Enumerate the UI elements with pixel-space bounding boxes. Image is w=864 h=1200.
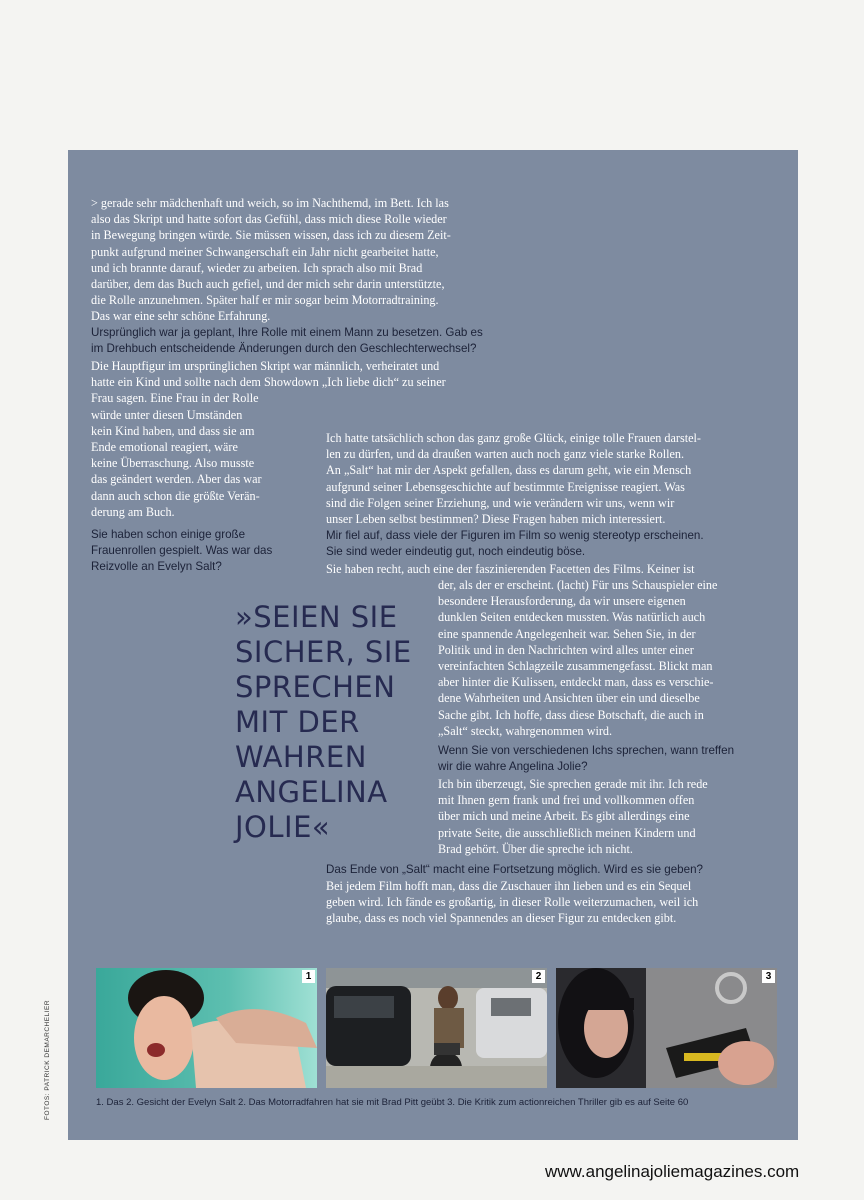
question-stereotypes: Mir fiel auf, dass viele der Figuren im Film so wenig stereotyp erscheinen. Sie sind weder eindeutig gut, noch eindeutig böse. [326, 529, 704, 559]
watermark-link[interactable]: www.angelinajoliemagazines.com [545, 1162, 800, 1181]
pull-quote: »SEIEN SIE SICHER, SIE SPRECHEN MIT DER WAHREN ANGELINA JOLIE« [235, 600, 412, 844]
photo-3 [556, 968, 777, 1088]
motorcycle-scene-photo [326, 968, 547, 1088]
paragraph-strong-roles: Ich hatte tatsächlich schon das ganz große Glück, einige tolle Frauen darstel- len zu dürfen, und da draußen warten auch noch ganz viele starke Rollen. An „Salt“ hat mir der Aspekt gefallen, dass es darum geht, wie ein Mensch aufgrund seiner Lebensgeschichte auf bestimmte Ereignisse reagiert. Was sind die Folgen seiner Erziehung, und wie verändern wir uns, wenn wir unser Leben selbst bestimmen? Diese Fragen haben mich interessiert. [326, 431, 701, 527]
question-true-jolie: Wenn Sie von verschiedenen Ichs sprechen, wann treffen wir die wahre Angelina Jolie? [438, 744, 735, 774]
paragraph-facets: der, als der er erscheint. (lacht) Für uns Schauspieler eine besondere Herausforderung, da wir unsere eigenen dunklen Seiten entdecken mussten. Was natürlich auch eine spannende Angelegenheit war. Sehen Sie, in der Politik und in den Nachrichten wird alles unter einer vereinfachten Schlagzeile zusammengefasst. Blickt man aber hinter die Kulissen, entdeckt man, dass es verschie- dene Wahrheiten und Ansichten über ein und dieselbe Sache gibt. Ich hoffe, dass diese Botschaft, die auch in „Salt“ steckt, wahrgenommen wird. [438, 578, 718, 738]
photo-number-2: 2 [532, 970, 545, 983]
photo-caption: 1. Das 2. Gesicht der Evelyn Salt 2. Das Motorradfahren hat sie mit Brad Pitt geübt 3. Die Kritik zum actionreichen Thriller gib es auf Seite 60 [96, 1097, 689, 1108]
evelyn-salt-face-photo [96, 968, 317, 1088]
paragraph-intro: > gerade sehr mädchenhaft und weich, so im Nachthemd, im Bett. Ich las also das Skript und hatte sofort das Gefühl, dass mich diese Rolle wieder in Bewegung bringen würde. Sie müssen wissen, dass ich zu diesem Zeit- punkt aufgrund meiner Schwangerschaft ein Jahr nicht gearbeitet hatte, und ich brannte darauf, wieder zu arbeiten. Ich sprach also mit Brad darüber, dem das Buch auch gefiel, und der mich sehr darin unterstützte, die Rolle anzunehmen. Später half er mir sogar beim Motorradtraining. Das war eine sehr schöne Erfahrung. [91, 196, 451, 324]
photo-number-1: 1 [302, 970, 315, 983]
paragraph-true-jolie: Ich bin überzeugt, Sie sprechen gerade mit ihr. Ich rede mit Ihnen gern frank und frei und vollkommen offen über mich und meine Arbeit. Es gibt allerdings eine private Seite, die ausschließlich meinen Kindern und Brad gehört. Über die spreche ich nicht. [438, 777, 708, 856]
photo-number-3: 3 [762, 970, 775, 983]
handcuff-scene-photo [556, 968, 777, 1088]
question-sequel: Das Ende von „Salt“ macht eine Fortsetzung möglich. Wird es sie geben? [326, 863, 703, 876]
paragraph-sequel: Bei jedem Film hofft man, dass die Zuschauer ihn lieben und es ein Sequel geben wird. Ich fände es großartig, in dieser Rolle weiterzumachen, weil ich glaube, dass es noch viel Spannendes an dieser Figur zu entdecken gibt. [326, 879, 699, 926]
photo-1 [96, 968, 317, 1088]
question-gender-change: Ursprünglich war ja geplant, Ihre Rolle mit einem Mann zu besetzen. Gab es im Drehbuch entscheidende Änderungen durch den Geschlechterwechsel? [91, 326, 483, 356]
photo-credit: FOTOS: PATRICK DEMARCHELIER [44, 999, 51, 1120]
paragraph-main-character: Die Hauptfigur im ursprünglichen Skript war männlich, verheiratet und hatte ein Kind und sollte nach dem Showdown „Ich liebe dich“ zu seiner Frau sagen. Eine Frau in der Rolle würde unter diesen Umständen kein Kind haben, und dass sie am Ende emotional reagiert, wäre keine Überraschung. Also musste das geändert werden. Aber das war dann auch schon die größte Verän- derung am Buch. [91, 359, 446, 519]
paragraph-facets-line1: Sie haben recht, auch eine der faszinierenden Facetten des Films. Keiner ist [326, 562, 695, 576]
photo-2 [326, 968, 547, 1088]
question-evelyn-salt: Sie haben schon einige große Frauenrollen gespielt. Was war das Reizvolle an Evelyn Salt? [91, 528, 273, 574]
